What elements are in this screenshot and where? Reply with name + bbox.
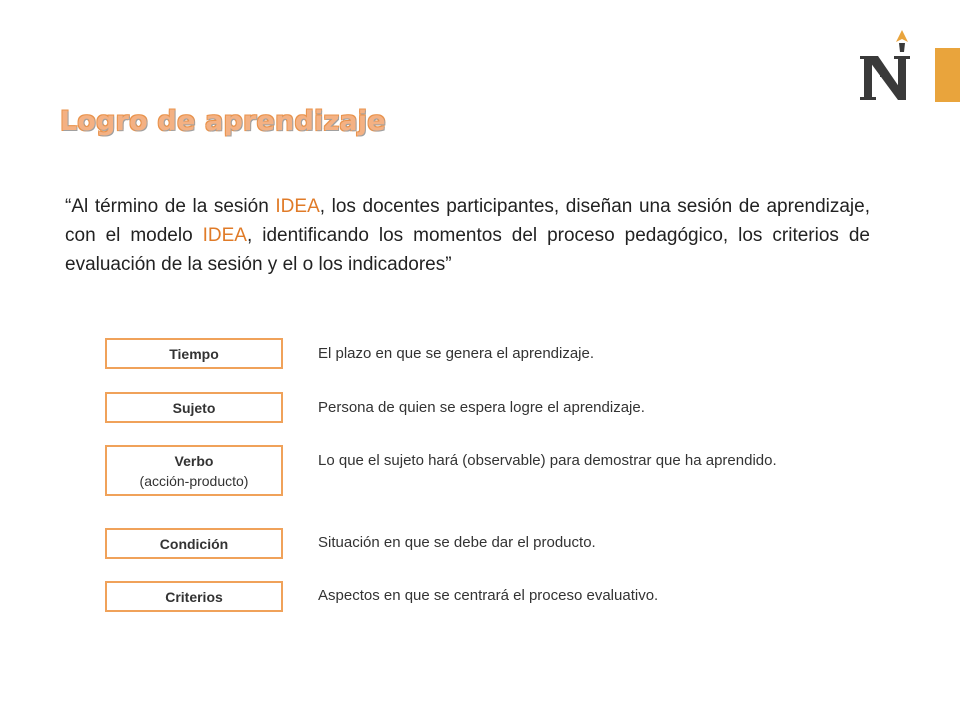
accent-bar — [935, 48, 960, 102]
component-label: Condición — [159, 535, 229, 552]
close-quote: ” — [445, 254, 452, 275]
slide-title: Logro de aprendizaje — [60, 106, 386, 137]
component-description-sujeto: Persona de quien se espera logre el aprendizaje. — [318, 399, 645, 416]
component-box-tiempo — [105, 338, 283, 369]
learning-goal-quote — [65, 192, 870, 279]
component-box-condicion — [105, 528, 283, 559]
component-description-tiempo: El plazo en que se genera el aprendizaje. — [318, 345, 595, 362]
component-description-verbo: Lo que el sujeto hará (observable) para demostrar que ha aprendido. — [318, 452, 777, 469]
component-description-criterios: Aspectos en que se centrará el proceso evaluativo. — [318, 587, 659, 604]
open-quote: “ — [65, 196, 72, 217]
component-label: Verbo — [174, 452, 214, 469]
quote-text-3: , identificando los momentos del proceso pedagógico, los criterios de evaluación de la sesión y el o los indicadores — [65, 225, 870, 275]
highlight-idea-2: IDEA — [202, 225, 247, 246]
component-description-condicion: Situación en que se debe dar el producto. — [318, 534, 596, 551]
quote-text-1: Al término de la sesión — [71, 196, 276, 217]
component-label: Criterios — [165, 588, 223, 605]
quote-text-2: , los docentes participantes, diseñan una sesión de aprendizaje, con el modelo — [65, 196, 870, 246]
n-letter-logo-icon — [858, 28, 918, 104]
component-box-criterios — [105, 581, 283, 612]
highlight-idea-1: IDEA — [275, 196, 320, 217]
component-box-verbo — [105, 445, 283, 496]
component-box-sujeto — [105, 392, 283, 423]
component-sublabel: (acción-producto) — [139, 472, 249, 489]
component-label: Sujeto — [172, 399, 216, 416]
component-label: Tiempo — [169, 345, 219, 362]
